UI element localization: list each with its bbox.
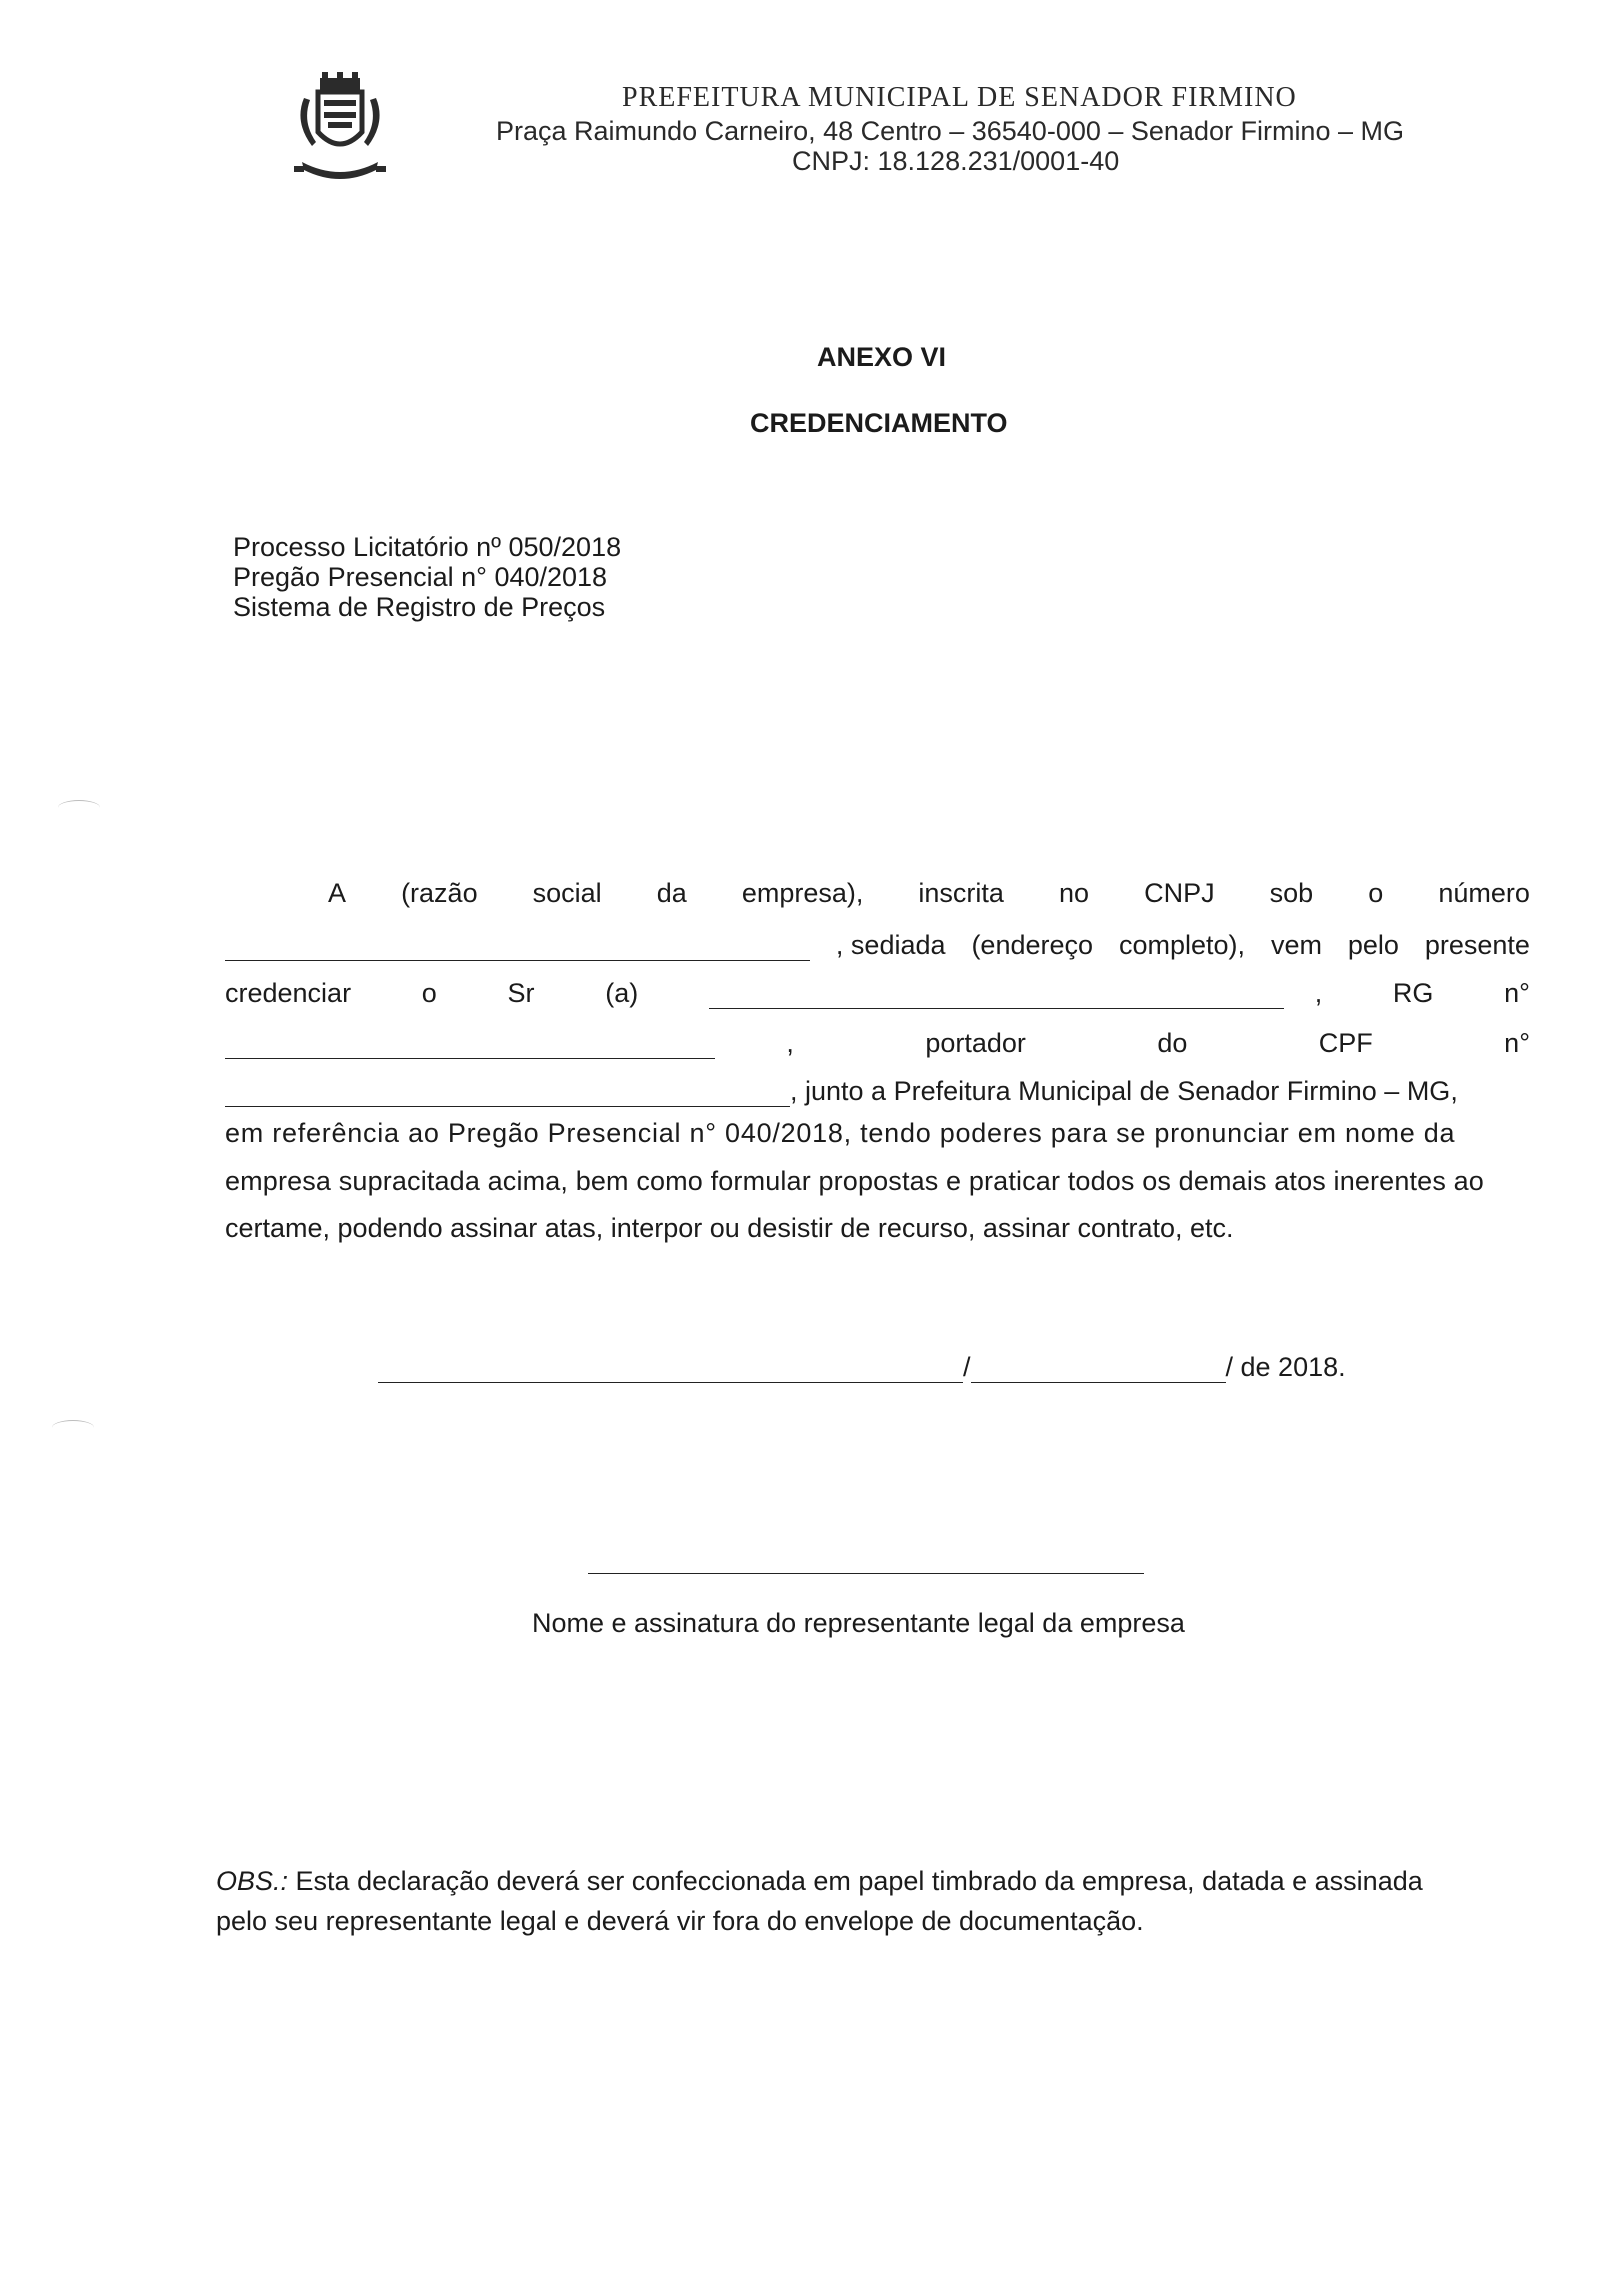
- body-word: inscrita: [918, 878, 1004, 908]
- body-word: vem: [1270, 930, 1322, 960]
- body-line-5: [225, 1076, 1530, 1107]
- obs-line-1: [216, 1866, 1516, 1897]
- body-word: do: [1157, 1028, 1188, 1058]
- body-word: o: [421, 978, 437, 1008]
- year-text: / de 2018.: [1225, 1352, 1346, 1382]
- body-word: credenciar: [225, 978, 352, 1008]
- body-word: CPF: [1318, 1028, 1373, 1058]
- body-word: A: [328, 878, 347, 908]
- rg-number-blank[interactable]: [225, 1057, 715, 1059]
- body-word: presente: [1424, 930, 1530, 960]
- annex-title: ANEXO VI: [817, 342, 947, 372]
- auction-number: Pregão Presencial n° 040/2018: [233, 562, 608, 592]
- date-separator: /: [963, 1352, 971, 1382]
- date-line: [378, 1352, 1346, 1383]
- body-word: , sediada: [835, 930, 946, 960]
- signature-line[interactable]: [588, 1572, 1144, 1574]
- org-cnpj: CNPJ: 18.128.231/0001-40: [792, 146, 1120, 176]
- body-word: da: [656, 878, 687, 908]
- body-line-1: [328, 878, 1530, 909]
- body-line-4: [225, 1028, 1530, 1059]
- body-word: número: [1438, 878, 1530, 908]
- body-word: RG: [1392, 978, 1434, 1008]
- body-line-8: certame, podendo assinar atas, interpor ou desistir de recurso, assinar contrato, etc.: [225, 1213, 1234, 1243]
- body-word: n°: [1504, 978, 1530, 1008]
- body-word: sob: [1269, 878, 1314, 908]
- body-word: (a): [605, 978, 639, 1008]
- body-word: n°: [1504, 1028, 1530, 1058]
- obs-line-2: pelo seu representante legal e deverá vir fora do envelope de documentação.: [216, 1906, 1144, 1936]
- body-word: pelo: [1347, 930, 1399, 960]
- process-number: Processo Licitatório nº 050/2018: [233, 532, 622, 562]
- body-word: Sr: [507, 978, 535, 1008]
- body-word: portador: [925, 1028, 1026, 1058]
- page-crease-mark: [58, 800, 100, 815]
- body-word: CNPJ: [1144, 878, 1215, 908]
- body-word: o: [1368, 878, 1384, 908]
- body-line-6: em referência ao Pregão Presencial n° 040/2018, tendo poderes para se pronunciar em nome da: [225, 1118, 1456, 1148]
- body-text: , junto a Prefeitura Municipal de Senador Firmino – MG,: [790, 1076, 1458, 1106]
- month-blank[interactable]: [971, 1381, 1226, 1383]
- body-word: social: [532, 878, 602, 908]
- body-word: ,: [1314, 978, 1323, 1008]
- body-word: completo),: [1118, 930, 1246, 960]
- body-word: ,: [786, 1028, 794, 1058]
- price-registry-system: Sistema de Registro de Preços: [233, 592, 606, 622]
- representative-name-blank[interactable]: [709, 1007, 1284, 1009]
- subject-title: CREDENCIAMENTO: [750, 408, 1008, 438]
- body-word: no: [1058, 878, 1090, 908]
- body-word: (endereço: [971, 930, 1094, 960]
- body-word: empresa),: [741, 878, 864, 908]
- org-name: PREFEITURA MUNICIPAL DE SENADOR FIRMINO: [622, 82, 1297, 113]
- obs-label: OBS.:: [216, 1866, 289, 1896]
- body-word: (razão: [401, 878, 478, 908]
- signature-caption: Nome e assinatura do representante legal da empresa: [532, 1608, 1185, 1638]
- municipal-coat-of-arms-logo: [292, 72, 388, 190]
- org-address: Praça Raimundo Carneiro, 48 Centro – 36540-000 – Senador Firmino – MG: [496, 116, 1404, 146]
- obs-text: Esta declaração deverá ser confeccionada em papel timbrado da empresa, datada e assinada: [295, 1866, 1423, 1896]
- body-line-3: [225, 978, 1530, 1009]
- page-crease-mark: [52, 1420, 94, 1435]
- day-place-blank[interactable]: [378, 1381, 963, 1383]
- cpf-number-blank[interactable]: [225, 1105, 790, 1107]
- body-line-2: [225, 930, 1530, 961]
- body-line-7: empresa supracitada acima, bem como formular propostas e praticar todos os demais atos inerentes ao: [225, 1166, 1484, 1196]
- company-cnpj-blank[interactable]: [225, 959, 810, 961]
